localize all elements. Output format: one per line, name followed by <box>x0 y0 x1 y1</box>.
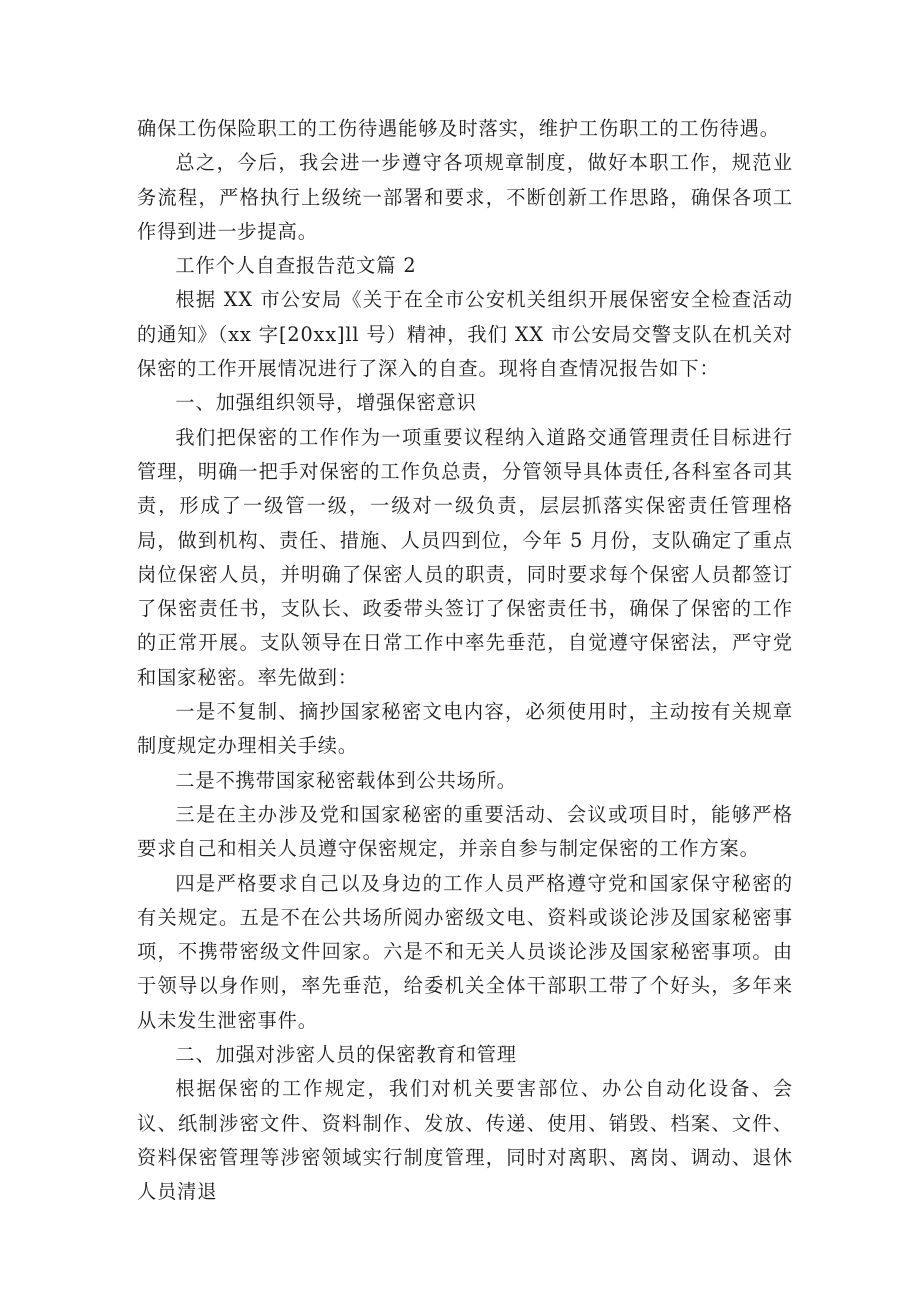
heading-section-2: 二、加强对涉密人员的保密教育和管理 <box>175 1043 517 1067</box>
paragraph-8: 二是不携带国家秘密载体到公共场所。 <box>175 768 517 792</box>
paragraph-2: 总之，今后，我会进一步遵守各项规章制度，做好本职工作，规范业务流程，严格执行上级统一部署和要求，不断创新工作思路，确保各项工作得到进一步提高。 <box>137 151 793 243</box>
paragraph-9: 三是在主办涉及党和国家秘密的重要活动、会议或项目时，能够严格要求自己和相关人员遵守保密规定，并亲自参与制定保密的工作方案。 <box>137 802 793 861</box>
document-body <box>137 112 793 1210</box>
heading-section-1: 一、加强组织领导，增强保密意识 <box>175 391 477 415</box>
paragraph-7: 一是不复制、摘抄国家秘密文电内容，必须使用时，主动按有关规章制度规定办理相关手续。 <box>137 700 793 758</box>
paragraph-4: 根据 XX 市公安局《关于在全市公安机关组织开展保密安全检查活动的通知》（xx 字[20xx]ll 号）精神，我们 XX 市公安局交警支队在机关对保密的工作开展情况进行了深入的自查。现将自查情况报告如下： <box>137 288 793 381</box>
section-title-report-2: 工作个人自查报告范文篇 2 <box>175 254 417 278</box>
paragraph-12: 根据保密的工作规定，我们对机关要害部位、办公自动化设备、会议、纸制涉密文件、资料制作、发放、传递、使用、销毁、档案、文件、资料保密管理等涉密领域实行制度管理，同时对离职、离岗、调动、退休人员清退 <box>137 1077 793 1204</box>
paragraph-1: 确保工伤保险职工的工伤待遇能够及时落实，维护工伤职工的工伤待遇。 <box>137 117 780 140</box>
paragraph-6: 我们把保密的工作作为一项重要议程纳入道路交通管理责任目标进行管理，明确一把手对保密的工作负总责，分管领导具体责任,各科室各司其责，形成了一级管一级，一级对一级负责，层层抓落实保密责任管理格局，做到机构、责任、措施、人员四到位，今年 5 月份，支队确定了重点岗位保密人员，并明确了保密人员的职责，同时要求每个保密人员都签订了保密责任书，支队长、政委带头签订了保密责任书，确保了保密的工作的正常开展。支队领导在日常工作中率先垂范，自觉遵守保密法，严守党和国家秘密。率先做到： <box>137 425 793 689</box>
paragraph-10: 四是严格要求自己以及身边的工作人员严格遵守党和国家保守秘密的有关规定。五是不在公共场所阅办密级文电、资料或谈论涉及国家秘密事项，不携带密级文件回家。六是不和无关人员谈论涉及国家秘密事项。由于领导以身作则，率先垂范，给委机关全体干部职工带了个好头，多年来从未发生泄密事件。 <box>137 871 793 1032</box>
